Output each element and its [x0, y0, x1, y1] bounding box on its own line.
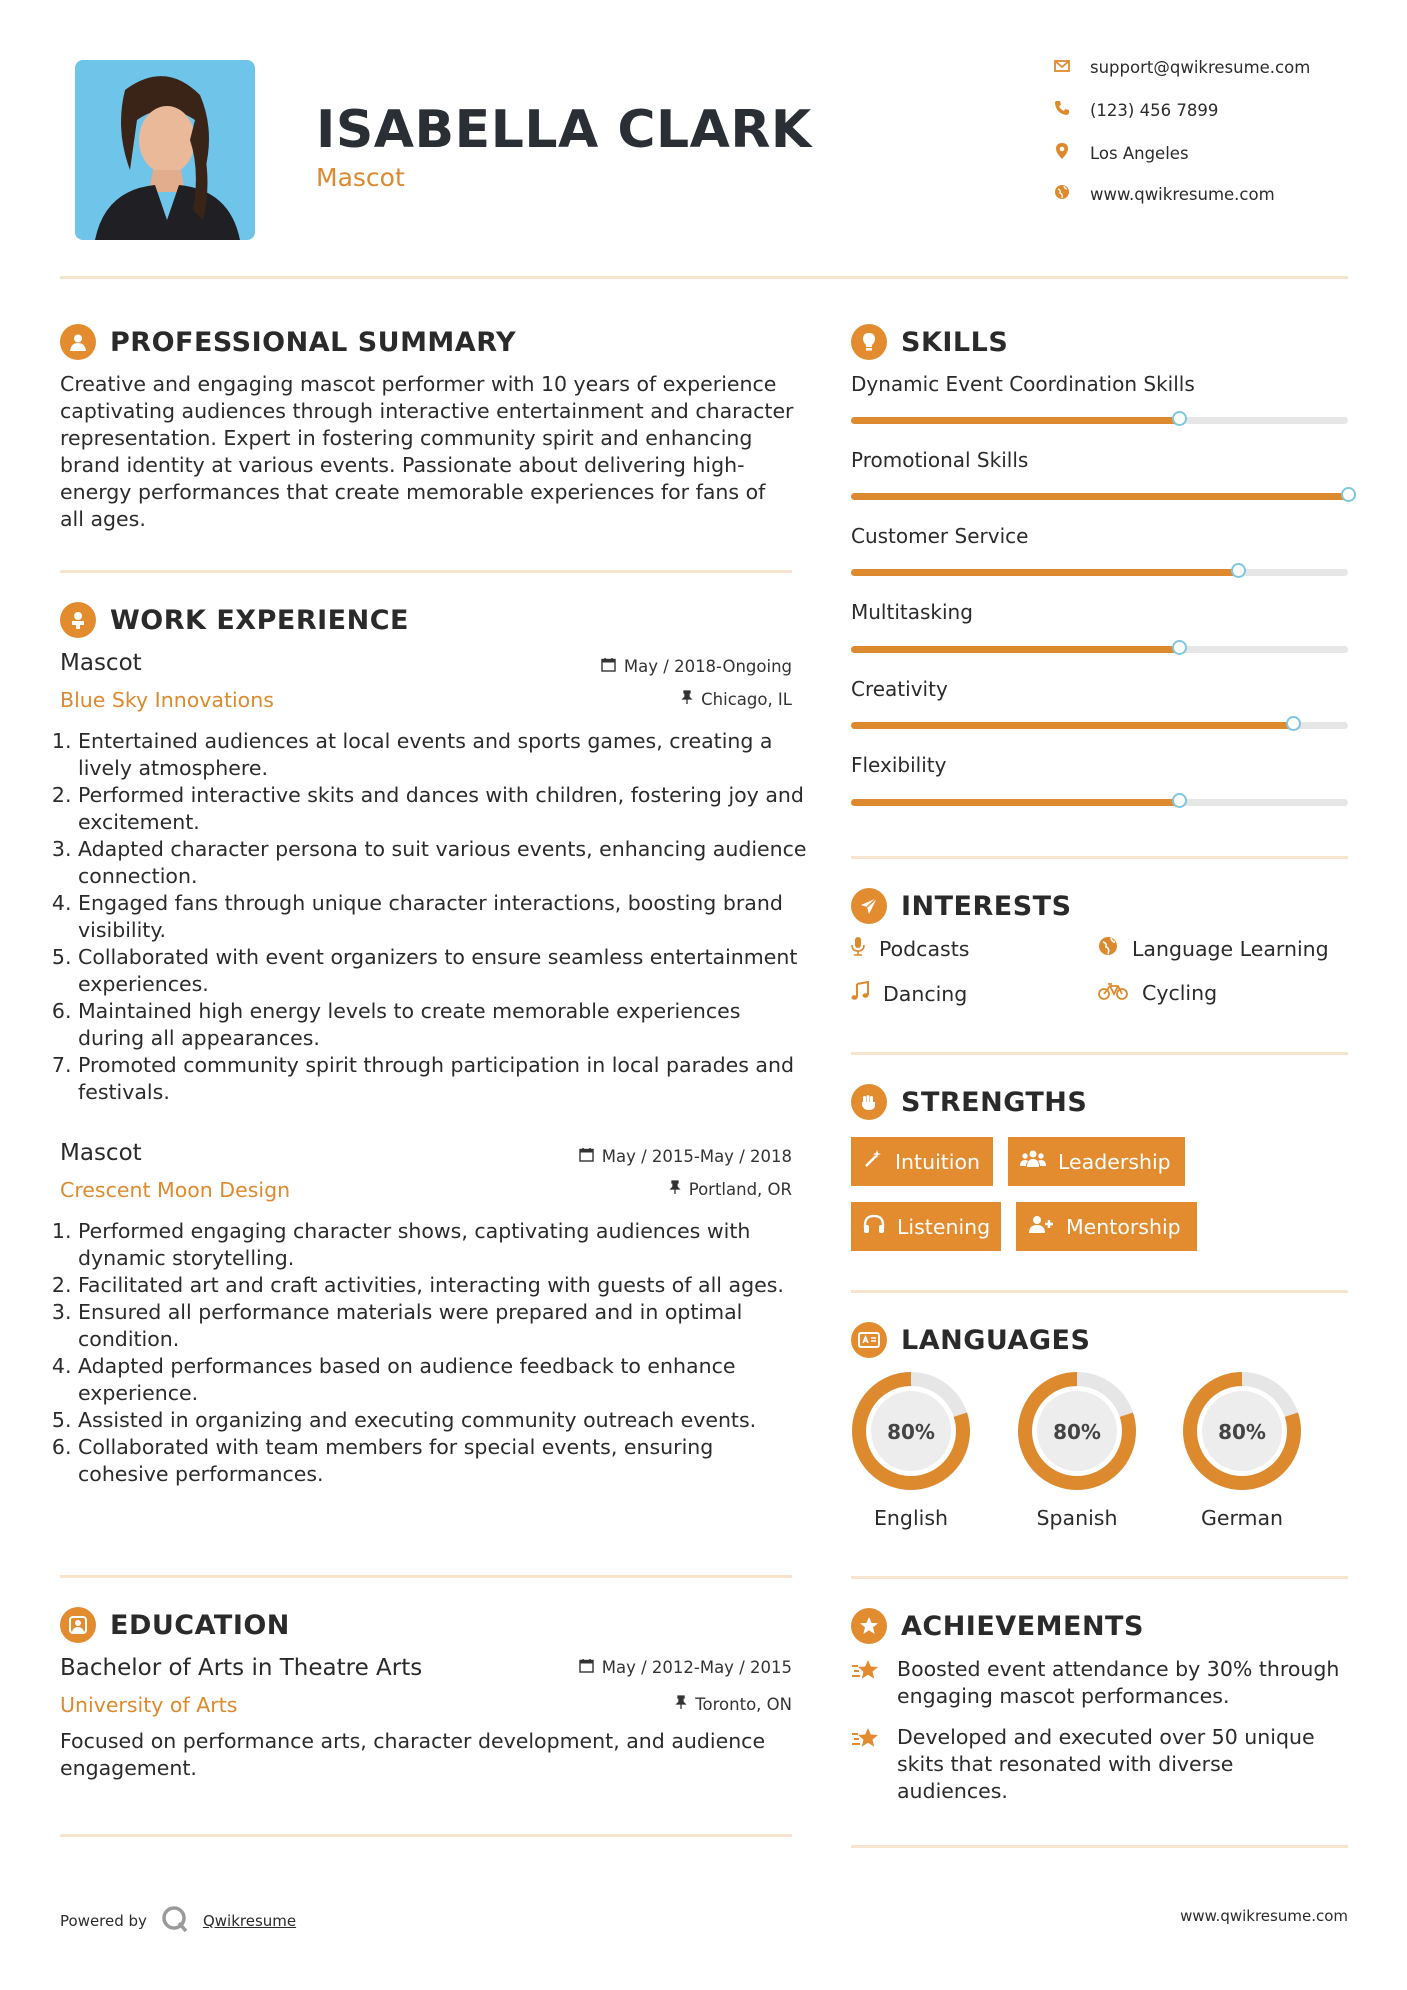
- skill-1-name: Dynamic Event Coordination Skills: [851, 372, 1195, 396]
- education-heading: [60, 1607, 290, 1643]
- powered-by-text: Powered by: [60, 1912, 147, 1930]
- job-2-location-text: Portland, OR: [688, 1180, 792, 1199]
- map-pin-icon: [1054, 142, 1070, 164]
- user-plus-icon: [1028, 1214, 1054, 1239]
- contact-email-text: support@qwikresume.com: [1090, 58, 1311, 77]
- skill-bar-fill: [851, 646, 1179, 653]
- contact-website[interactable]: [1054, 184, 1275, 204]
- strength-label: Listening: [897, 1214, 991, 1239]
- languages-heading: [851, 1322, 1090, 1358]
- skill-bar-handle: [1341, 487, 1356, 502]
- skill-bar: [851, 799, 1348, 806]
- magic-wand-icon: [863, 1149, 883, 1174]
- contact-email[interactable]: [1054, 58, 1310, 77]
- pushpin-icon: [675, 1695, 687, 1714]
- skill-bar-fill: [851, 722, 1293, 729]
- list-item: 5. Assisted in organizing and executing community outreach events.: [78, 1407, 808, 1434]
- donut-percent-label: 80%: [1218, 1420, 1266, 1444]
- contact-location: [1054, 142, 1189, 164]
- strength-intuition: [851, 1137, 993, 1186]
- skill-bar-handle: [1172, 411, 1187, 426]
- skill-4-name: Multitasking: [851, 600, 973, 624]
- list-item: 2. Performed interactive skits and dances with children, fostering joy and excitement.: [78, 782, 808, 836]
- skill-2-name: Promotional Skills: [851, 448, 1029, 472]
- skill-5-name: Creativity: [851, 677, 948, 701]
- header-divider: [60, 276, 1348, 279]
- job-2-company: Crescent Moon Design: [60, 1178, 291, 1202]
- job-1-bullets: [60, 728, 808, 1106]
- lightbulb-icon: [851, 324, 887, 360]
- education-school: University of Arts: [60, 1693, 238, 1717]
- achievement-1: [851, 1656, 1348, 1710]
- skill-3-name: Customer Service: [851, 524, 1029, 548]
- users-icon: [1020, 1149, 1046, 1174]
- skill-bar-handle: [1172, 640, 1187, 655]
- strengths-divider: [851, 1290, 1348, 1293]
- list-item: 4. Adapted performances based on audience feedback to enhance experience.: [78, 1353, 808, 1407]
- strengths-heading: [851, 1084, 1087, 1120]
- list-item: 6. Collaborated with team members for special events, ensuring cohesive performances.: [78, 1434, 808, 1488]
- contact-website-text: www.qwikresume.com: [1090, 184, 1275, 204]
- skill-6-name: Flexibility: [851, 753, 947, 777]
- summary-heading: [60, 324, 516, 360]
- education-location-text: Toronto, ON: [695, 1695, 792, 1714]
- trophy-star-icon: [851, 1658, 881, 1710]
- skill-bar: [851, 722, 1348, 729]
- donut-percent-label: 80%: [1053, 1420, 1101, 1444]
- skill-bar-handle: [1231, 563, 1246, 578]
- pushpin-icon: [681, 690, 693, 709]
- strength-listening: [851, 1202, 1001, 1251]
- briefcase-icon: [60, 602, 96, 638]
- calendar-icon: [601, 657, 616, 676]
- interest-label: Cycling: [1142, 981, 1218, 1005]
- skill-bar-handle: [1172, 793, 1187, 808]
- achievements-divider: [851, 1845, 1348, 1848]
- languages-heading-text: LANGUAGES: [901, 1324, 1091, 1356]
- job-1-dates: [480, 657, 792, 676]
- language-name-spanish: Spanish: [1036, 1506, 1118, 1530]
- language-name-german: German: [1200, 1506, 1284, 1530]
- skill-bar-fill: [851, 569, 1239, 576]
- list-item: 3. Ensured all performance materials were prepared and in optimal condition.: [78, 1299, 808, 1353]
- job-2-dates-text: May / 2015-May / 2018: [601, 1147, 792, 1166]
- job-1-role: Mascot: [60, 650, 142, 676]
- footer-powered-by: [60, 1905, 296, 1937]
- fist-icon: [851, 1084, 887, 1120]
- job-1-location-text: Chicago, IL: [701, 690, 792, 709]
- contact-phone-text: (123) 456 7899: [1090, 100, 1219, 120]
- list-item: 2. Facilitated art and craft activities, interacting with guests of all ages.: [78, 1272, 808, 1299]
- skill-bar: [851, 417, 1348, 424]
- summary-text: Creative and engaging mascot performer with 10 years of experience captivating audiences through interactive entertainment and character representation. Expert in fostering community spirit and enhancing brand identity at various events. Passionate about delivering high-energy performances that create memorable experiences for fans of all ages.: [60, 372, 794, 531]
- work-divider: [60, 1575, 792, 1578]
- language-donut: [1016, 1370, 1138, 1492]
- language-donut-chart: [1181, 1370, 1303, 1492]
- user-icon: [60, 324, 96, 360]
- bicycle-icon: [1098, 981, 1128, 1005]
- language-name-english: English: [873, 1506, 949, 1530]
- calendar-icon: [579, 1658, 594, 1677]
- job-2-dates: [480, 1147, 792, 1166]
- education-location: [480, 1695, 792, 1714]
- microphone-icon: [851, 936, 865, 961]
- education-dates: [480, 1658, 792, 1677]
- job-2-bullets: [60, 1218, 808, 1488]
- donut-percent-label: 80%: [887, 1420, 935, 1444]
- candidate-title: Mascot: [316, 163, 405, 192]
- skills-divider: [851, 856, 1348, 859]
- contact-location-text: Los Angeles: [1090, 143, 1189, 163]
- candidate-name: ISABELLA CLARK: [316, 100, 812, 160]
- work-heading-text: WORK EXPERIENCE: [110, 604, 409, 636]
- job-2-location: [480, 1180, 792, 1199]
- list-item: 5. Collaborated with event organizers to ensure seamless entertainment experiences.: [78, 944, 808, 998]
- language-donut-chart: [1016, 1370, 1138, 1492]
- interest-podcasts: [851, 936, 969, 961]
- interests-heading-text: INTERESTS: [901, 890, 1072, 922]
- summary-heading-text: PROFESSIONAL SUMMARY: [110, 326, 517, 358]
- achievement-text: Boosted event attendance by 30% through engaging mascot performances.: [897, 1657, 1340, 1708]
- paper-plane-icon: [851, 888, 887, 924]
- skills-heading: [851, 324, 1008, 360]
- list-item: 7. Promoted community spirit through participation in local parades and festivals.: [78, 1052, 808, 1106]
- achievement-text: Developed and executed over 50 unique skits that resonated with diverse audiences.: [897, 1725, 1315, 1803]
- education-degree: Bachelor of Arts in Theatre Arts: [60, 1655, 423, 1681]
- phone-icon: [1054, 100, 1070, 120]
- qwikresume-logo-icon: [161, 1905, 189, 1937]
- pushpin-icon: [669, 1180, 681, 1199]
- strength-leadership: [1008, 1137, 1185, 1186]
- globe-icon: [1098, 936, 1118, 961]
- skill-bar-fill: [851, 417, 1179, 424]
- language-card-icon: [851, 1322, 887, 1358]
- job-2-role: Mascot: [60, 1140, 142, 1166]
- footer-brand-link[interactable]: Qwikresume: [202, 1912, 297, 1930]
- education-description: Focused on performance arts, character development, and audience engagement.: [60, 1729, 766, 1780]
- interest-label: Dancing: [883, 981, 968, 1006]
- job-1-dates-text: May / 2018-Ongoing: [623, 657, 792, 676]
- interest-label: Podcasts: [879, 936, 970, 961]
- headphones-icon: [863, 1214, 885, 1239]
- education-heading-text: EDUCATION: [110, 1609, 290, 1641]
- job-1-location: [480, 690, 792, 709]
- languages-divider: [851, 1576, 1348, 1579]
- language-donut: [1181, 1370, 1303, 1492]
- education-divider: [60, 1834, 792, 1837]
- skill-bar-fill: [851, 799, 1179, 806]
- footer-url[interactable]: www.qwikresume.com: [1180, 1907, 1348, 1925]
- list-item: 3. Adapted character persona to suit various events, enhancing audience connection.: [78, 836, 808, 890]
- language-donut: [850, 1370, 972, 1492]
- strength-mentorship: [1016, 1202, 1197, 1251]
- profile-photo: [75, 60, 255, 240]
- interest-label: Language Learning: [1132, 936, 1329, 961]
- interests-divider: [851, 1052, 1348, 1055]
- achievement-2: [851, 1724, 1348, 1805]
- job-1-company: Blue Sky Innovations: [60, 688, 274, 712]
- list-item: 1. Entertained audiences at local events and sports games, creating a lively atmosphere.: [78, 728, 808, 782]
- achievements-heading-text: ACHIEVEMENTS: [901, 1610, 1144, 1642]
- strength-label: Mentorship: [1066, 1214, 1181, 1239]
- achievements-heading: [851, 1608, 1144, 1644]
- interest-language-learning: [1098, 936, 1329, 961]
- education-dates-text: May / 2012-May / 2015: [601, 1658, 792, 1677]
- list-item: 4. Engaged fans through unique character interactions, boosting brand visibility.: [78, 890, 808, 944]
- strength-label: Intuition: [895, 1149, 981, 1174]
- list-item: 6. Maintained high energy levels to create memorable experiences during all appearances.: [78, 998, 808, 1052]
- music-note-icon: [851, 981, 869, 1006]
- skill-bar-handle: [1286, 716, 1301, 731]
- work-heading: [60, 602, 409, 638]
- trophy-star-icon: [851, 1726, 881, 1805]
- envelope-icon: [1054, 58, 1070, 77]
- skills-heading-text: SKILLS: [901, 326, 1009, 358]
- globe-icon: [1054, 184, 1070, 204]
- interest-cycling: [1098, 981, 1217, 1005]
- interest-dancing: [851, 981, 967, 1006]
- person-silhouette-icon: [75, 60, 255, 240]
- contact-phone[interactable]: [1054, 100, 1218, 120]
- interests-heading: [851, 888, 1072, 924]
- skill-bar: [851, 569, 1348, 576]
- language-donut-chart: [850, 1370, 972, 1492]
- list-item: 1. Performed engaging character shows, captivating audiences with dynamic storytelling.: [78, 1218, 808, 1272]
- star-badge-icon: [851, 1608, 887, 1644]
- strength-label: Leadership: [1058, 1149, 1171, 1174]
- strengths-heading-text: STRENGTHS: [901, 1086, 1088, 1118]
- skill-bar: [851, 646, 1348, 653]
- graduation-icon: [60, 1607, 96, 1643]
- calendar-icon: [579, 1147, 594, 1166]
- skill-bar: [851, 493, 1348, 500]
- skill-bar-fill: [851, 493, 1348, 500]
- summary-divider: [60, 570, 792, 573]
